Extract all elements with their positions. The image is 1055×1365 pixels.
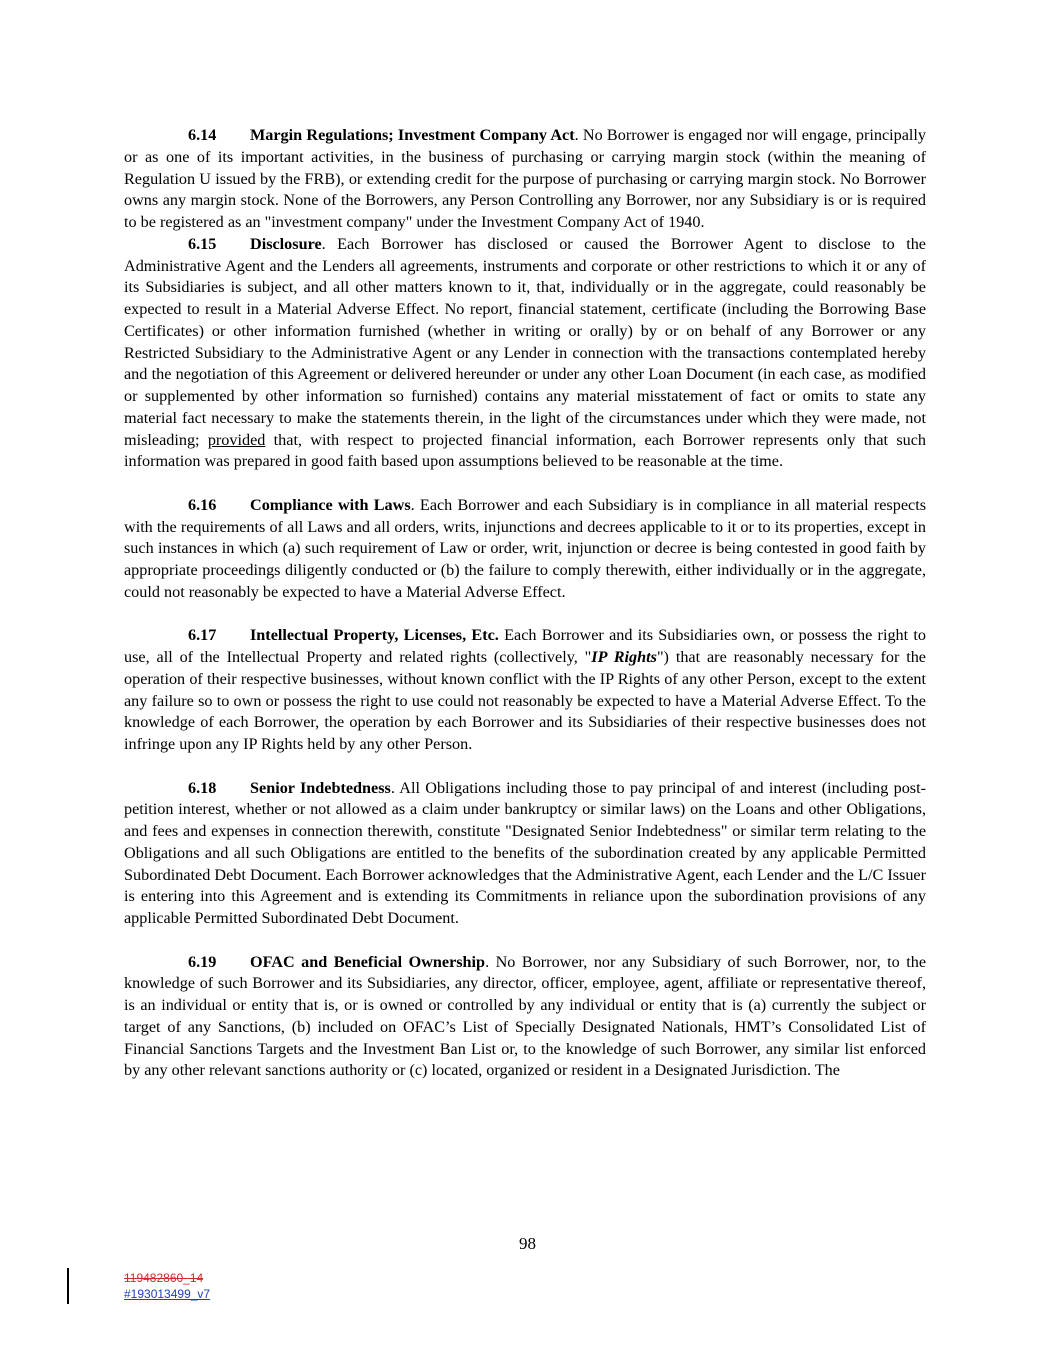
- section-text-continued: that, with respect to projected financial information, each Borrower represents only that such information was prepared in good faith based upon assumptions believed to be reasonable at the time.: [124, 430, 926, 471]
- section-6-17: [124, 625, 926, 756]
- section-6-14: [124, 125, 926, 234]
- section-heading: Margin Regulations; Investment Company Act: [250, 126, 575, 144]
- section-heading: Intellectual Property, Licenses, Etc.: [250, 626, 499, 645]
- revision-change-bar: [67, 1268, 69, 1304]
- section-text-continued: ") that are reasonably necessary for the operation of their respective businesses, without known conflict with the IP Rights of any other Person, except to the extent any failure so to own or possess the right to use could not reasonably be expected to have a Material Adverse Effect. To the knowledge of each Borrower, the operation by each Borrower and its Subsidiaries of their respective businesses does not infringe upon any IP Rights held by any other Person.: [124, 648, 926, 753]
- section-text: . Each Borrower has disclosed or caused the Borrower Agent to disclose to the Administrative Agent and the Lenders all agreements, instruments and corporate or other restrictions to which it or any of its Subsidiaries is subject, and all other matters known to it, that, individually or in the aggregate, could reasonably be expected to result in a Material Adverse Effect. No report, financial statement, certificate (including the Borrowing Base Certificates) or other information furnished (whether in writing or orally) by or on behalf of any Borrower or any Restricted Subsidiary to the Administrative Agent or any Lender in connection with the transactions contemplated hereby and the negotiation of this Agreement or delivered hereunder or under any other Loan Document (in each case, as modified or supplemented by other information so furnished) contains any material misstatement of fact or omits to state any material fact necessary to make the statements therein, in the light of the circumstances under which they were made, not misleading;: [124, 234, 926, 449]
- section-text: . All Obligations including those to pay principal of and interest (including post-petition interest, whether or not allowed as a claim under bankruptcy or similar laws) on the Loans and other Obligations, and fees and expenses in connection therewith, constitute "Designated Senior Indebtedness" or similar term relating to the Obligations and all such Obligations are entitled to the benefits of the subordination created by any applicable Permitted Subordinated Debt Document. Each Borrower acknowledges that the Administrative Agent, each Lender and the L/C Issuer is entering into this Agreement and is extending its Commitments in reliance upon the subordination provisions of any applicable Permitted Subordinated Debt Document.: [124, 778, 926, 927]
- inserted-document-id: #193013499_v7: [124, 1287, 211, 1301]
- section-number: 6.17: [188, 626, 217, 645]
- deleted-document-id: 119482860_14: [124, 1271, 204, 1285]
- section-number: 6.14: [188, 126, 217, 144]
- section-heading: OFAC and Beneficial Ownership: [250, 952, 486, 971]
- section-number: 6.18: [188, 778, 217, 797]
- defined-term: IP Rights: [591, 648, 657, 666]
- section-number: 6.16: [188, 495, 217, 514]
- section-heading: Senior Indebtedness: [250, 778, 391, 797]
- section-text: . No Borrower is engaged nor will engage, principally or as one of its important activities, in the business of purchasing or carrying margin stock (within the meaning of Regulation U issued by the FRB), or extending credit for the purpose of purchasing or carrying margin stock. No Borrower owns any margin stock. None of the Borrowers, any Person Controlling any Borrower, nor any Subsidiary is or is required to be registered as an "investment company" under the Investment Company Act of 1940.: [124, 126, 927, 231]
- section-text: . Each Borrower and each Subsidiary is in compliance in all material respects with the requirements of all Laws and all orders, writs, injunctions and decrees applicable to it or to its properties, except in such instances in which (a) such requirement of Law or order, writ, injunction or decree is being contested in good faith by appropriate proceedings diligently conducted or (b) the failure to comply therewith, either individually or in the aggregate, could not reasonably be expected to have a Material Adverse Effect.: [124, 495, 926, 601]
- section-text: Each Borrower and its Subsidiaries own, or possess the right to use, all of the Intellectual Property and related rights (collectively, ": [124, 626, 926, 666]
- page-number: 98: [519, 1234, 536, 1253]
- page-body: [124, 125, 926, 1082]
- section-6-16: [124, 495, 926, 604]
- section-6-15: [124, 234, 926, 473]
- section-number: 6.19: [188, 952, 217, 971]
- section-6-19: [124, 952, 926, 1083]
- underlined-term: provided: [207, 430, 266, 449]
- section-6-18: [124, 778, 926, 930]
- section-heading: Compliance with Laws: [250, 495, 411, 514]
- section-heading: Disclosure: [250, 234, 322, 253]
- section-text: . No Borrower, nor any Subsidiary of such Borrower, nor, to the knowledge of such Borrower and its Subsidiaries, any director, officer, employee, agent, affiliate or representative thereof, is an individual or entity that is, or is owned or controlled by any individual or entity that is (a) currently the subject or target of any Sanctions, (b) included on OFAC’s List of Specially Designated Nationals, HMT’s Consolidated List of Financial Sanctions Targets and the Investment Ban List or, to the knowledge of such Borrower, any similar list enforced by any other relevant sanctions authority or (c) located, organized or resident in a Designated Jurisdiction. The: [124, 952, 926, 1080]
- section-number: 6.15: [188, 234, 217, 253]
